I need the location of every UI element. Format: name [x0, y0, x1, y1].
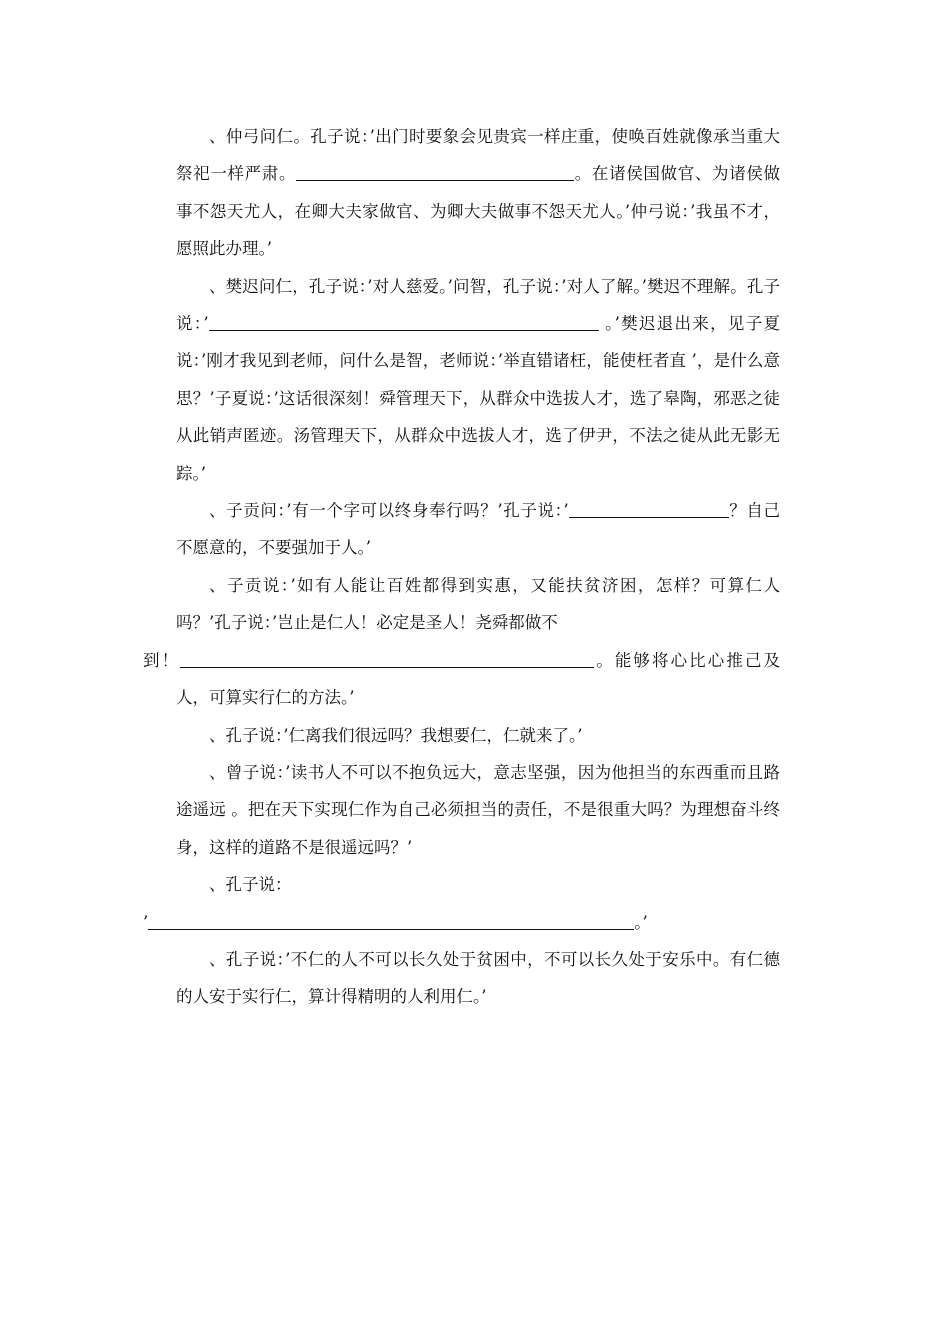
paragraph-2-text-a: 、樊迟问仁，孔子说：’对人慈爱。’问智，孔子说：’对人了解。’樊迟不理解。孔子说：’ — [176, 276, 780, 334]
fill-blank-1[interactable] — [296, 161, 574, 181]
paragraph-4-text-c: 到！ — [143, 650, 181, 670]
paragraph-6 — [176, 754, 780, 866]
paragraph-8 — [176, 941, 780, 1016]
paragraph-1-text-b: 。在诸侯国做官、为诸侯做事不怨天尤人，在卿大夫家做官、为卿大夫做事不怨天尤人。’仲弓说：’我虽不才，愿照此办理。’ — [176, 164, 781, 259]
paragraph-3 — [176, 492, 780, 567]
fill-blank-5[interactable] — [148, 910, 634, 930]
paragraph-1 — [176, 118, 780, 268]
paragraph-3-text-b: ？自己不愿意的，不要强加于人。’ — [176, 501, 780, 558]
paragraph-8-text-a: 、孔子说：’不仁的人不可以长久处于贫困中，不可以长久处于安乐中。有仁德的人安于实行仁，算计得精明的人利用仁。’ — [176, 949, 780, 1007]
paragraph-7-text-b: 。’ — [634, 912, 648, 932]
paragraph-4-text-b: 。能够将心比心推己及人，可算实行仁的方法。’ — [176, 650, 781, 708]
paragraph-3-text-a: 、子贡问：’有一个字可以终身奉行吗？’孔子说：’ — [209, 501, 569, 521]
fill-blank-2[interactable] — [209, 311, 599, 331]
paragraph-7-text-a: 、孔子说： — [209, 875, 292, 895]
paragraph-2-text-b: 。’樊迟退出来，见子夏说：’刚才我见到老师，问什么是智，老师说：’举直错诸枉，能使枉者直 ’，是什么意思？’子夏说：’这话很深刻！舜管理天下，从群众中选拔人才，选了皋陶，邪恶之徒从此销声匿迹。汤管理天下，从群众中选拔人才，选了伊尹，不法之徒从此无影无踪。’ — [176, 314, 780, 483]
paragraph-7 — [143, 866, 780, 941]
paragraph-1-text-a: 、仲弓问仁。孔子说：’出门时要象会见贵宾一样庄重，使唤百姓就像承当重大祭祀一样严肃。 — [176, 127, 780, 184]
paragraph-4 — [143, 567, 781, 717]
document-body — [143, 118, 781, 1016]
paragraph-2 — [176, 268, 780, 492]
fill-blank-3[interactable] — [569, 498, 729, 518]
paragraph-5-text-a: 、孔子说：’仁离我们很远吗？我想要仁，仁就来了。’ — [209, 725, 583, 745]
fill-blank-4[interactable] — [180, 648, 594, 668]
paragraph-6-text-a: 、曾子说：’读书人不可以不抱负远大，意志坚强，因为他担当的东西重而且路途遥远 。把在天下实现仁作为自己必须担当的责任，不是很重大吗？为理想奋斗终身，这样的道路不是很遥远吗？’ — [176, 762, 780, 857]
paragraph-7-text-c: ’ — [143, 912, 149, 932]
paragraph-4-text-a: 、子贡说：’如有人能让百姓都得到实惠，又能扶贫济困，怎样？可算仁人吗？’孔子说：’岂止是仁人！必定是圣人！尧舜都做不 — [176, 575, 780, 633]
paragraph-5 — [176, 717, 780, 754]
